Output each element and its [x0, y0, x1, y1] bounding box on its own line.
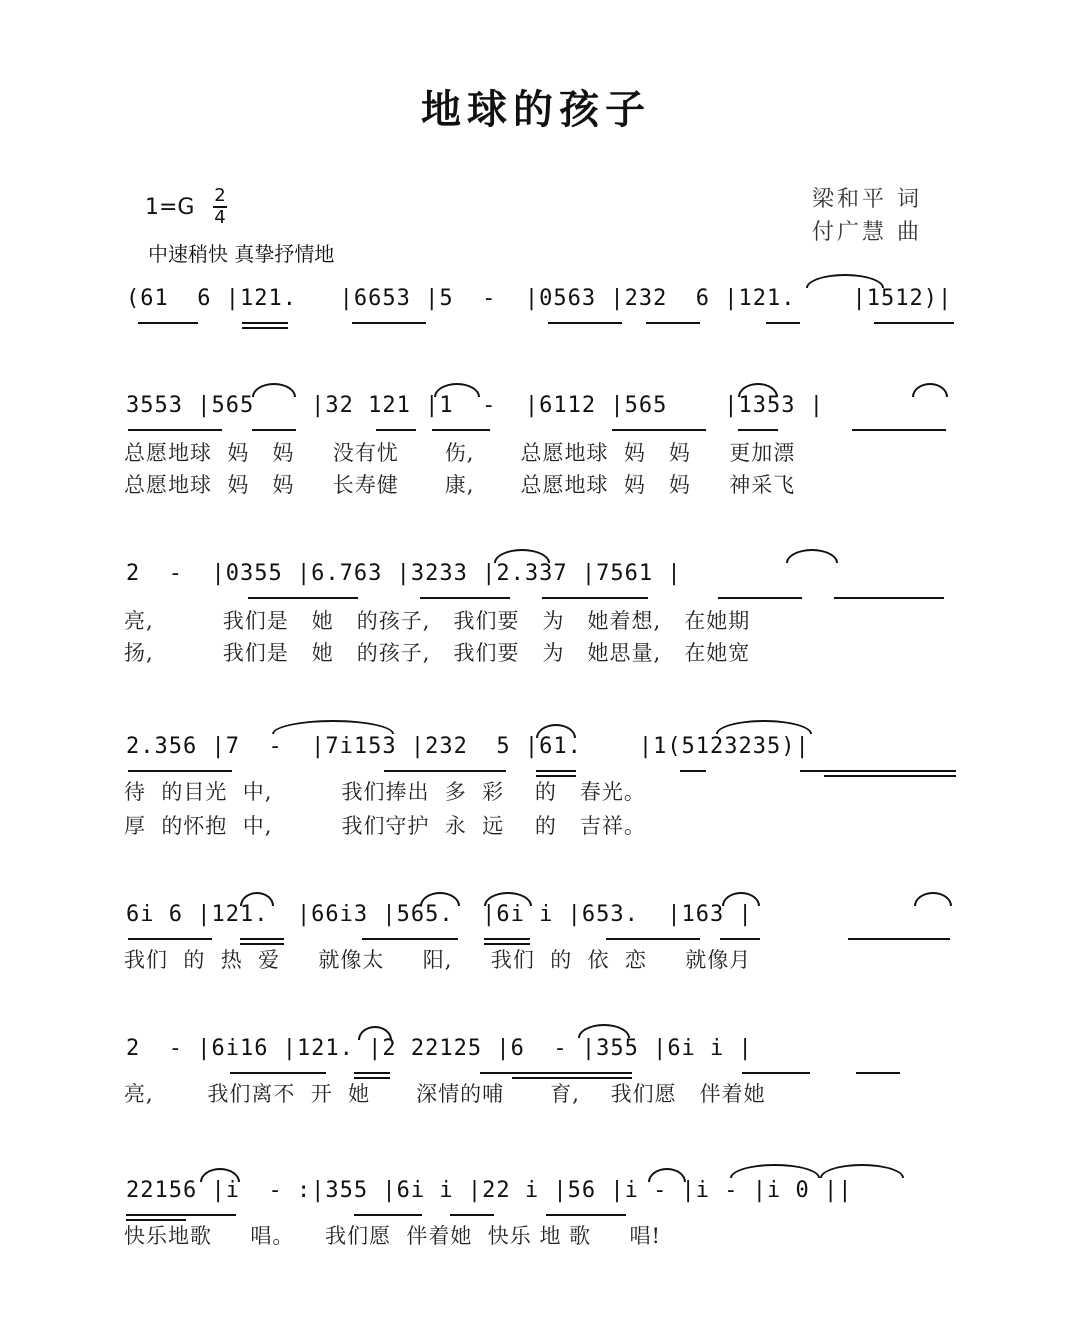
- jianpu-notes: 6i 6 |121. |66i3 |565. |6i i |653. |163 |: [126, 902, 753, 927]
- jianpu-notes: 3553 |565 |32 121 |1 - |6112 |565 |1353 |: [126, 393, 825, 418]
- jianpu-notes: 2 - |6i16 |121. |2 22125 |6 - |355 |6i i |: [126, 1036, 753, 1061]
- lyrics-verse-1: 待 的目光 中, 我们捧出 多 彩 的 春光。: [124, 780, 646, 804]
- composer-credit: 付广慧 曲: [812, 220, 922, 245]
- time-signature-top: 2: [214, 185, 226, 206]
- jianpu-notes: 22156 |i - :|355 |6i i |22 i |56 |i - |i - |i 0 ||: [126, 1178, 853, 1203]
- tempo-marking: 中速稍快 真挚抒情地: [148, 242, 335, 266]
- lyrics-verse-2: 总愿地球 妈 妈 长寿健 康, 总愿地球 妈 妈 神采飞: [124, 473, 796, 497]
- notation-line: [126, 1030, 966, 1074]
- jianpu-notes: 2 - |0355 |6.763 |3233 |2.337 |7561 |: [126, 561, 682, 586]
- time-signature: [212, 186, 228, 228]
- time-signature-bottom: 4: [214, 207, 226, 228]
- lyrics-verse-1: 亮, 我们离不 开 她 深情的哺 育, 我们愿 伴着她: [124, 1082, 766, 1106]
- jianpu-notes: 2.356 |7 - |7i153 |232 5 |61. |1(5123235)|: [126, 734, 810, 759]
- key-signature: 1=G: [145, 195, 195, 220]
- lyrics-verse-2: 扬, 我们是 她 的孩子, 我们要 为 她思量, 在她宽: [124, 641, 751, 665]
- notation-line: [126, 1172, 966, 1216]
- lyricist-credit: 梁和平 词: [812, 187, 922, 212]
- lyrics-verse-1: 亮, 我们是 她 的孩子, 我们要 为 她着想, 在她期: [124, 609, 751, 633]
- lyrics-verse-1: 总愿地球 妈 妈 没有忧 伤, 总愿地球 妈 妈 更加漂: [124, 441, 796, 465]
- lyrics-verse-1: 快乐地歌 唱。 我们愿 伴着她 快乐 地 歌 唱!: [124, 1224, 661, 1248]
- jianpu-notes: (61 6 |121. |6653 |5 - |0563 |232 6 |121. |1512)|: [126, 286, 953, 311]
- song-title: 地球的孩子: [421, 86, 651, 133]
- lyrics-verse-1: 我们 的 热 爱 就像太 阳, 我们 的 依 恋 就像月: [124, 948, 752, 972]
- lyrics-verse-2: 厚 的怀抱 中, 我们守护 永 远 的 吉祥。: [124, 814, 646, 838]
